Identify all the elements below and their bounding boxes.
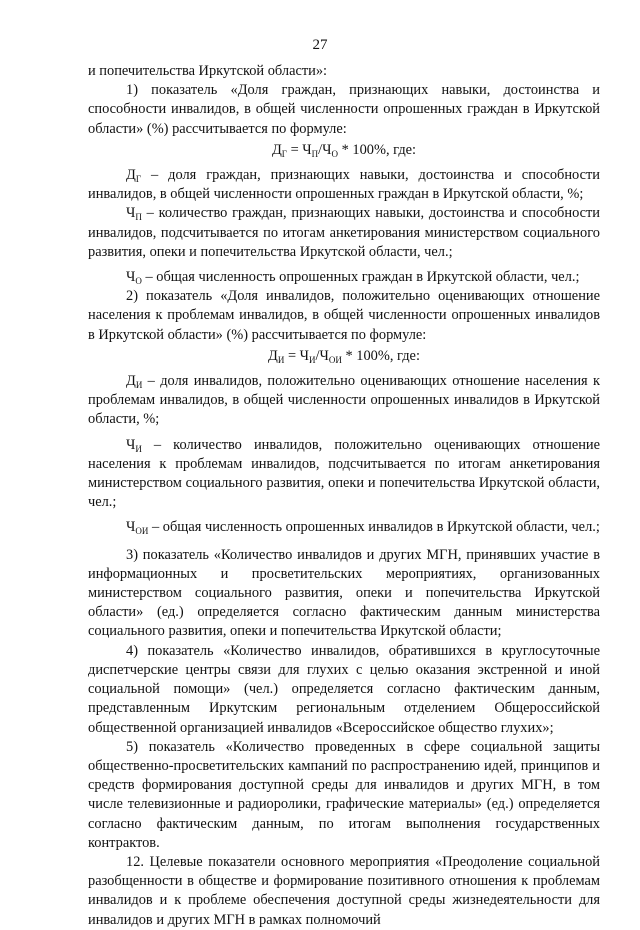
paragraph-indicator-4: 4) показатель «Количество инвалидов, обратившихся в круглосуточные диспетчерские центры связи для глухих с целью оказания экстренной и иной социальной помощи» (чел.) определяется согласно фактическим данным, представленным Иркутским региональным отделением Общероссийской общественной организацией инвалидов «Всероссийское общество глухих»;	[88, 642, 600, 736]
definition-cho: $Ч_О$ – общая численность опрошенных граждан в Иркутской области, чел.;	[126, 269, 580, 287]
formula-1: $Д_Г = Ч_П/Ч_О * 100\%$, где:	[271, 141, 417, 159]
definition-chp: $Ч_П$ – количество граждан, признающих навыки, достоинства и способности инвалидов, подсчитывается по итогам анкетирования министерством социального развития, опеки и попечительства Иркутской области, чел.;	[88, 205, 600, 260]
paragraph-indicator-1: 1) показатель «Доля граждан, признающих навыки, достоинства и способности инвалидов, в общей численности опрошенных граждан в Иркутской области» (%) рассчитывается по формуле:	[88, 82, 600, 137]
definition-dg: $Д_Г$ – доля граждан, признающих навыки, достоинства и способности инвалидов, в общей численности опрошенных граждан в Иркутской области, %;	[88, 167, 600, 203]
document-body	[88, 62, 600, 930]
formula-2: $Д_И = Ч_И/Ч_{ОИ} * 100\%$, где:	[268, 347, 420, 365]
paragraph-section-12: 12. Целевые показатели основного мероприятия «Преодоление социальной разобщенности в обществе и формирование позитивного отношения к проблемам инвалидов и к проблеме обеспечения доступной среды жизнедеятельности для инвалидов и других МГН в рамках полномочий	[88, 853, 600, 928]
definition-choi: $Ч_{ОИ}$ – общая численность опрошенных инвалидов в Иркутской области, чел.;	[126, 519, 600, 537]
definition-di: $Д_И$ – доля инвалидов, положительно оценивающих отношение населения к проблемам инвалидов, в общей численности опрошенных инвалидов в Иркутской области, %;	[88, 373, 600, 428]
paragraph-indicator-2: 2) показатель «Доля инвалидов, положительно оценивающих отношение населения к проблемам инвалидов, в общей численности опрошенных инвалидов в Иркутской области» (%) рассчитывается по формуле:	[88, 288, 600, 343]
page-number: 27	[312, 37, 328, 53]
paragraph-indicator-5: 5) показатель «Количество проведенных в сфере социальной защиты общественно-просветительских кампаний по распространению идей, принципов и средств формирования доступной среды для инвалидов и других МГН, в том числе телевизионные и радиоролики, графические материалы» (ед.) определяется согласно фактическим данным, по итогам выполнения государственных контрактов.	[88, 738, 600, 851]
paragraph-indicator-3: 3) показатель «Количество инвалидов и других МГН, принявших участие в информационных и просветительских мероприятиях, организованных министерством социального развития, опеки и попечительства Иркутской области» (ед.) определяется согласно фактическим данным министерства социального развития, опеки и попечительства Иркутской области;	[88, 546, 600, 640]
definition-chi: $Ч_И$ – количество инвалидов, положительно оценивающих отношение населения к проблемам инвалидов, подсчитывается по итогам анкетирования министерством социального развития, опеки и попечительства Иркутской области, чел.;	[88, 436, 600, 511]
paragraph-continuation: и попечительства Иркутской области»:	[88, 63, 328, 79]
